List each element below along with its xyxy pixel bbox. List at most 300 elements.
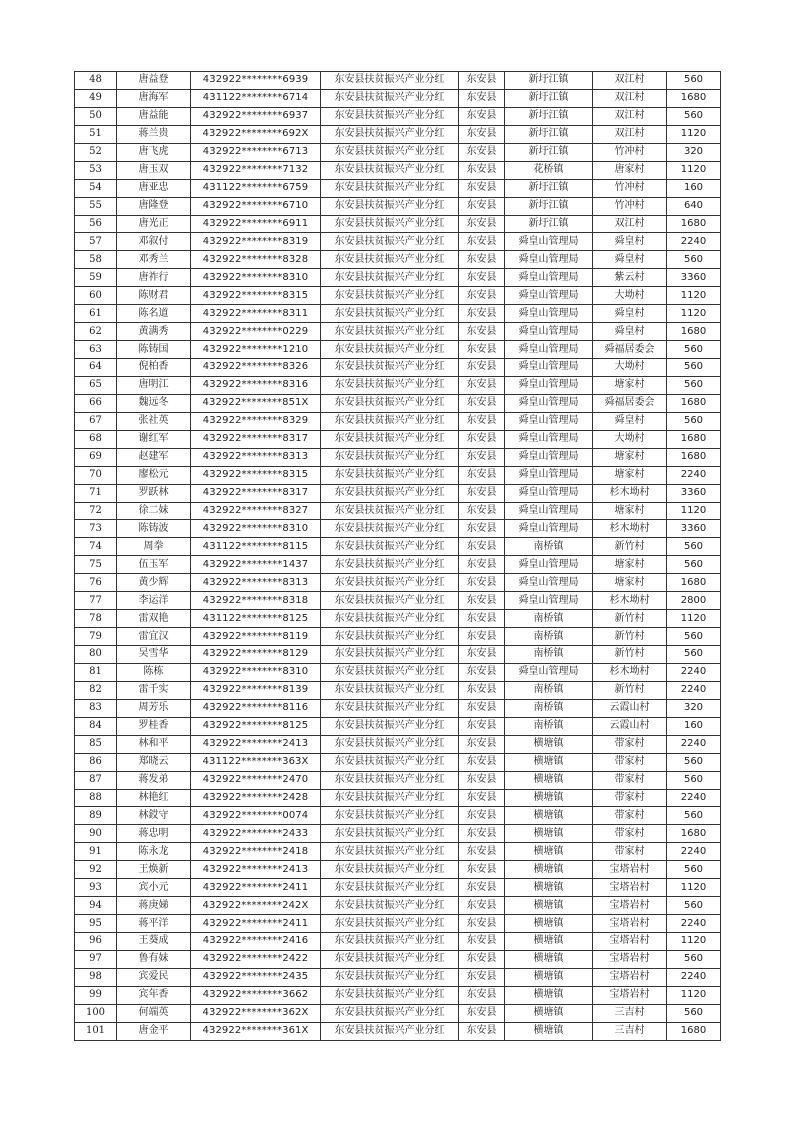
id-number: 432922********8315 — [191, 466, 321, 484]
dividend-amount: 560 — [667, 107, 721, 125]
table-row — [75, 430, 721, 448]
table-row — [75, 681, 721, 699]
table-row — [75, 807, 721, 825]
dividend-amount: 1680 — [667, 448, 721, 466]
beneficiary-name: 罗跃林 — [117, 484, 191, 502]
dividend-amount: 560 — [667, 556, 721, 574]
row-number: 89 — [75, 807, 117, 825]
table-row — [75, 484, 721, 502]
row-number: 98 — [75, 968, 117, 986]
row-number: 65 — [75, 376, 117, 394]
row-number: 79 — [75, 628, 117, 646]
county-name: 东安县 — [459, 825, 505, 843]
row-number: 82 — [75, 681, 117, 699]
dividend-amount: 1120 — [667, 933, 721, 951]
village-name: 舜皇村 — [593, 323, 667, 341]
county-name: 东安县 — [459, 1004, 505, 1022]
county-name: 东安县 — [459, 753, 505, 771]
table-row — [75, 915, 721, 933]
dividend-amount: 1680 — [667, 215, 721, 233]
town-name: 舜皇山管理局 — [505, 412, 593, 430]
project-name: 东安县扶贫振兴产业分红 — [321, 663, 459, 681]
table-row — [75, 628, 721, 646]
beneficiary-name: 唐祚行 — [117, 269, 191, 287]
village-name: 大坳村 — [593, 430, 667, 448]
table-row — [75, 968, 721, 986]
village-name: 塘家村 — [593, 556, 667, 574]
town-name: 舜皇山管理局 — [505, 305, 593, 323]
village-name: 云霞山村 — [593, 699, 667, 717]
project-name: 东安县扶贫振兴产业分红 — [321, 1022, 459, 1040]
dividend-amount: 640 — [667, 197, 721, 215]
table-row — [75, 341, 721, 359]
dividend-amount: 1680 — [667, 89, 721, 107]
beneficiary-name: 唐益登 — [117, 72, 191, 90]
project-name: 东安县扶贫振兴产业分红 — [321, 215, 459, 233]
beneficiary-name: 蒋平洋 — [117, 915, 191, 933]
id-number: 432922********362X — [191, 1004, 321, 1022]
town-name: 横塘镇 — [505, 950, 593, 968]
row-number: 52 — [75, 143, 117, 161]
table-row — [75, 538, 721, 556]
village-name: 舜皇村 — [593, 233, 667, 251]
beneficiary-name: 宾年香 — [117, 986, 191, 1004]
id-number: 432922********8317 — [191, 484, 321, 502]
table-row — [75, 502, 721, 520]
county-name: 东安县 — [459, 305, 505, 323]
project-name: 东安县扶贫振兴产业分红 — [321, 933, 459, 951]
beneficiary-name: 黄少辉 — [117, 574, 191, 592]
village-name: 大坳村 — [593, 359, 667, 377]
beneficiary-name: 周芳乐 — [117, 699, 191, 717]
village-name: 新竹村 — [593, 681, 667, 699]
beneficiary-name: 宾爱民 — [117, 968, 191, 986]
project-name: 东安县扶贫振兴产业分红 — [321, 197, 459, 215]
village-name: 云霞山村 — [593, 717, 667, 735]
town-name: 花桥镇 — [505, 161, 593, 179]
project-name: 东安县扶贫振兴产业分红 — [321, 771, 459, 789]
id-number: 432922********6939 — [191, 72, 321, 90]
project-name: 东安县扶贫振兴产业分红 — [321, 376, 459, 394]
county-name: 东安县 — [459, 323, 505, 341]
row-number: 76 — [75, 574, 117, 592]
town-name: 横塘镇 — [505, 879, 593, 897]
table-row — [75, 215, 721, 233]
dividend-amount: 560 — [667, 538, 721, 556]
village-name: 杉木坳村 — [593, 592, 667, 610]
dividend-amount: 1680 — [667, 323, 721, 341]
town-name: 新圩江镇 — [505, 179, 593, 197]
village-name: 带家村 — [593, 807, 667, 825]
town-name: 横塘镇 — [505, 968, 593, 986]
id-number: 432922********2433 — [191, 825, 321, 843]
row-number: 55 — [75, 197, 117, 215]
row-number: 58 — [75, 251, 117, 269]
county-name: 东安县 — [459, 89, 505, 107]
row-number: 94 — [75, 897, 117, 915]
row-number: 99 — [75, 986, 117, 1004]
county-name: 东安县 — [459, 143, 505, 161]
id-number: 432922********0229 — [191, 323, 321, 341]
village-name: 塘家村 — [593, 466, 667, 484]
village-name: 宝塔岩村 — [593, 950, 667, 968]
table-row — [75, 1004, 721, 1022]
id-number: 432922********8139 — [191, 681, 321, 699]
county-name: 东安县 — [459, 412, 505, 430]
project-name: 东安县扶贫振兴产业分红 — [321, 323, 459, 341]
town-name: 南桥镇 — [505, 681, 593, 699]
village-name: 带家村 — [593, 771, 667, 789]
dividend-amount: 1120 — [667, 287, 721, 305]
table-row — [75, 520, 721, 538]
county-name: 东安县 — [459, 376, 505, 394]
table-row — [75, 107, 721, 125]
town-name: 舜皇山管理局 — [505, 251, 593, 269]
beneficiary-name: 谢红军 — [117, 430, 191, 448]
table-row — [75, 305, 721, 323]
project-name: 东安县扶贫振兴产业分红 — [321, 72, 459, 90]
county-name: 东安县 — [459, 861, 505, 879]
id-number: 432922********6710 — [191, 197, 321, 215]
row-number: 77 — [75, 592, 117, 610]
village-name: 舜福居委会 — [593, 341, 667, 359]
beneficiary-name: 李运洋 — [117, 592, 191, 610]
beneficiary-name: 何端英 — [117, 1004, 191, 1022]
town-name: 新圩江镇 — [505, 125, 593, 143]
beneficiary-name: 倪柏香 — [117, 359, 191, 377]
town-name: 舜皇山管理局 — [505, 663, 593, 681]
dividend-amount: 1680 — [667, 825, 721, 843]
dividend-amount: 560 — [667, 341, 721, 359]
row-number: 51 — [75, 125, 117, 143]
village-name: 塘家村 — [593, 448, 667, 466]
village-name: 宝塔岩村 — [593, 861, 667, 879]
row-number: 75 — [75, 556, 117, 574]
county-name: 东安县 — [459, 448, 505, 466]
county-name: 东安县 — [459, 161, 505, 179]
row-number: 59 — [75, 269, 117, 287]
dividend-amount: 2240 — [667, 735, 721, 753]
table-row — [75, 125, 721, 143]
beneficiary-name: 陈栋 — [117, 663, 191, 681]
table-row — [75, 861, 721, 879]
town-name: 舜皇山管理局 — [505, 341, 593, 359]
id-number: 432922********6937 — [191, 107, 321, 125]
project-name: 东安县扶贫振兴产业分红 — [321, 1004, 459, 1022]
project-name: 东安县扶贫振兴产业分红 — [321, 484, 459, 502]
county-name: 东安县 — [459, 933, 505, 951]
town-name: 舜皇山管理局 — [505, 269, 593, 287]
town-name: 南桥镇 — [505, 628, 593, 646]
id-number: 432922********2411 — [191, 915, 321, 933]
village-name: 双江村 — [593, 125, 667, 143]
dividend-amount: 1120 — [667, 879, 721, 897]
project-name: 东安县扶贫振兴产业分红 — [321, 394, 459, 412]
id-number: 431122********6759 — [191, 179, 321, 197]
row-number: 93 — [75, 879, 117, 897]
village-name: 新竹村 — [593, 610, 667, 628]
county-name: 东安县 — [459, 538, 505, 556]
dividend-amount: 1120 — [667, 986, 721, 1004]
table-row — [75, 735, 721, 753]
beneficiary-name: 黄满秀 — [117, 323, 191, 341]
id-number: 432922********8319 — [191, 233, 321, 251]
county-name: 东安县 — [459, 287, 505, 305]
town-name: 横塘镇 — [505, 1004, 593, 1022]
project-name: 东安县扶贫振兴产业分红 — [321, 681, 459, 699]
id-number: 432922********8119 — [191, 628, 321, 646]
county-name: 东安县 — [459, 628, 505, 646]
county-name: 东安县 — [459, 574, 505, 592]
id-number: 432922********8310 — [191, 269, 321, 287]
county-name: 东安县 — [459, 646, 505, 664]
town-name: 舜皇山管理局 — [505, 359, 593, 377]
county-name: 东安县 — [459, 879, 505, 897]
dividend-amount: 560 — [667, 359, 721, 377]
town-name: 横塘镇 — [505, 771, 593, 789]
row-number: 70 — [75, 466, 117, 484]
row-number: 50 — [75, 107, 117, 125]
row-number: 57 — [75, 233, 117, 251]
table-row — [75, 448, 721, 466]
county-name: 东安县 — [459, 1022, 505, 1040]
row-number: 101 — [75, 1022, 117, 1040]
table-row — [75, 843, 721, 861]
dividend-amount: 2240 — [667, 681, 721, 699]
project-name: 东安县扶贫振兴产业分红 — [321, 251, 459, 269]
town-name: 舜皇山管理局 — [505, 233, 593, 251]
beneficiary-name: 郑晓云 — [117, 753, 191, 771]
table-row — [75, 663, 721, 681]
village-name: 宝塔岩村 — [593, 933, 667, 951]
project-name: 东安县扶贫振兴产业分红 — [321, 610, 459, 628]
project-name: 东安县扶贫振兴产业分红 — [321, 359, 459, 377]
id-number: 432922********6911 — [191, 215, 321, 233]
table-row — [75, 789, 721, 807]
town-name: 新圩江镇 — [505, 89, 593, 107]
dividend-amount: 560 — [667, 771, 721, 789]
table-row — [75, 394, 721, 412]
town-name: 新圩江镇 — [505, 143, 593, 161]
beneficiary-name: 王葵成 — [117, 933, 191, 951]
project-name: 东安县扶贫振兴产业分红 — [321, 125, 459, 143]
village-name: 竹冲村 — [593, 143, 667, 161]
beneficiary-name: 廖松元 — [117, 466, 191, 484]
town-name: 横塘镇 — [505, 1022, 593, 1040]
table-body — [75, 72, 721, 1041]
town-name: 横塘镇 — [505, 843, 593, 861]
row-number: 92 — [75, 861, 117, 879]
village-name: 带家村 — [593, 753, 667, 771]
table-row — [75, 161, 721, 179]
beneficiary-name: 伍玉军 — [117, 556, 191, 574]
beneficiary-name: 唐隆登 — [117, 197, 191, 215]
project-name: 东安县扶贫振兴产业分红 — [321, 269, 459, 287]
county-name: 东安县 — [459, 663, 505, 681]
beneficiary-name: 周拳 — [117, 538, 191, 556]
county-name: 东安县 — [459, 681, 505, 699]
id-number: 432922********8316 — [191, 376, 321, 394]
row-number: 48 — [75, 72, 117, 90]
row-number: 84 — [75, 717, 117, 735]
beneficiary-name: 雷宜汉 — [117, 628, 191, 646]
village-name: 新竹村 — [593, 538, 667, 556]
row-number: 86 — [75, 753, 117, 771]
id-number: 432922********8125 — [191, 717, 321, 735]
town-name: 南桥镇 — [505, 646, 593, 664]
id-number: 432922********8327 — [191, 502, 321, 520]
project-name: 东安县扶贫振兴产业分红 — [321, 915, 459, 933]
project-name: 东安县扶贫振兴产业分红 — [321, 89, 459, 107]
dividend-amount: 3360 — [667, 484, 721, 502]
project-name: 东安县扶贫振兴产业分红 — [321, 807, 459, 825]
dividend-amount: 1120 — [667, 502, 721, 520]
beneficiary-name: 蒋发弟 — [117, 771, 191, 789]
project-name: 东安县扶贫振兴产业分红 — [321, 789, 459, 807]
village-name: 宝塔岩村 — [593, 968, 667, 986]
town-name: 舜皇山管理局 — [505, 376, 593, 394]
beneficiary-name: 宾小元 — [117, 879, 191, 897]
project-name: 东安县扶贫振兴产业分红 — [321, 646, 459, 664]
row-number: 61 — [75, 305, 117, 323]
dividend-amount: 1120 — [667, 161, 721, 179]
county-name: 东安县 — [459, 251, 505, 269]
id-number: 432922********2470 — [191, 771, 321, 789]
table-row — [75, 717, 721, 735]
dividend-amount: 1680 — [667, 574, 721, 592]
county-name: 东安县 — [459, 215, 505, 233]
county-name: 东安县 — [459, 125, 505, 143]
dividend-amount: 3360 — [667, 269, 721, 287]
beneficiary-name: 陈财君 — [117, 287, 191, 305]
village-name: 双江村 — [593, 107, 667, 125]
beneficiary-name: 唐益能 — [117, 107, 191, 125]
id-number: 432922********2435 — [191, 968, 321, 986]
village-name: 双江村 — [593, 72, 667, 90]
project-name: 东安县扶贫振兴产业分红 — [321, 628, 459, 646]
village-name: 宝塔岩村 — [593, 879, 667, 897]
project-name: 东安县扶贫振兴产业分红 — [321, 861, 459, 879]
town-name: 横塘镇 — [505, 825, 593, 843]
table-row — [75, 879, 721, 897]
town-name: 横塘镇 — [505, 915, 593, 933]
id-number: 432922********8317 — [191, 430, 321, 448]
village-name: 宝塔岩村 — [593, 915, 667, 933]
town-name: 舜皇山管理局 — [505, 484, 593, 502]
county-name: 东安县 — [459, 699, 505, 717]
project-name: 东安县扶贫振兴产业分红 — [321, 699, 459, 717]
row-number: 83 — [75, 699, 117, 717]
project-name: 东安县扶贫振兴产业分红 — [321, 412, 459, 430]
dividend-amount: 2240 — [667, 968, 721, 986]
county-name: 东安县 — [459, 807, 505, 825]
beneficiary-name: 雷千实 — [117, 681, 191, 699]
town-name: 南桥镇 — [505, 610, 593, 628]
beneficiary-name: 王焕新 — [117, 861, 191, 879]
id-number: 432922********8313 — [191, 574, 321, 592]
id-number: 432922********361X — [191, 1022, 321, 1040]
table-row — [75, 574, 721, 592]
id-number: 432922********8326 — [191, 359, 321, 377]
table-row — [75, 466, 721, 484]
row-number: 85 — [75, 735, 117, 753]
beneficiary-name: 唐明江 — [117, 376, 191, 394]
town-name: 横塘镇 — [505, 861, 593, 879]
county-name: 东安县 — [459, 915, 505, 933]
dividend-amount: 160 — [667, 717, 721, 735]
village-name: 带家村 — [593, 843, 667, 861]
beneficiary-name: 陈铸波 — [117, 520, 191, 538]
project-name: 东安县扶贫振兴产业分红 — [321, 574, 459, 592]
village-name: 塘家村 — [593, 502, 667, 520]
project-name: 东安县扶贫振兴产业分红 — [321, 879, 459, 897]
county-name: 东安县 — [459, 484, 505, 502]
row-number: 60 — [75, 287, 117, 305]
table-row — [75, 251, 721, 269]
id-number: 432922********2422 — [191, 950, 321, 968]
town-name: 横塘镇 — [505, 807, 593, 825]
county-name: 东安县 — [459, 269, 505, 287]
table-row — [75, 646, 721, 664]
project-name: 东安县扶贫振兴产业分红 — [321, 448, 459, 466]
beneficiary-name: 吴雪华 — [117, 646, 191, 664]
id-number: 432922********6713 — [191, 143, 321, 161]
village-name: 塘家村 — [593, 574, 667, 592]
county-name: 东安县 — [459, 610, 505, 628]
town-name: 舜皇山管理局 — [505, 502, 593, 520]
village-name: 唐家村 — [593, 161, 667, 179]
table-row — [75, 89, 721, 107]
village-name: 三吉村 — [593, 1022, 667, 1040]
row-number: 68 — [75, 430, 117, 448]
table-row — [75, 412, 721, 430]
village-name: 大坳村 — [593, 287, 667, 305]
table-row — [75, 825, 721, 843]
id-number: 432922********2413 — [191, 735, 321, 753]
dividend-amount: 1120 — [667, 125, 721, 143]
beneficiary-name: 林艳红 — [117, 789, 191, 807]
project-name: 东安县扶贫振兴产业分红 — [321, 538, 459, 556]
dividend-amount: 1120 — [667, 305, 721, 323]
town-name: 南桥镇 — [505, 717, 593, 735]
county-name: 东安县 — [459, 592, 505, 610]
id-number: 432922********242X — [191, 897, 321, 915]
county-name: 东安县 — [459, 107, 505, 125]
county-name: 东安县 — [459, 520, 505, 538]
village-name: 带家村 — [593, 735, 667, 753]
county-name: 东安县 — [459, 843, 505, 861]
id-number: 432922********3662 — [191, 986, 321, 1004]
village-name: 双江村 — [593, 215, 667, 233]
project-name: 东安县扶贫振兴产业分红 — [321, 968, 459, 986]
village-name: 舜福居委会 — [593, 394, 667, 412]
id-number: 432922********8315 — [191, 287, 321, 305]
town-name: 新圩江镇 — [505, 107, 593, 125]
row-number: 71 — [75, 484, 117, 502]
id-number: 432922********8328 — [191, 251, 321, 269]
row-number: 62 — [75, 323, 117, 341]
id-number: 432922********8313 — [191, 448, 321, 466]
beneficiary-name: 徐二妹 — [117, 502, 191, 520]
id-number: 432922********2418 — [191, 843, 321, 861]
town-name: 舜皇山管理局 — [505, 574, 593, 592]
id-number: 432922********8318 — [191, 592, 321, 610]
town-name: 舜皇山管理局 — [505, 556, 593, 574]
id-number: 432922********2416 — [191, 933, 321, 951]
id-number: 432922********851X — [191, 394, 321, 412]
town-name: 新圩江镇 — [505, 197, 593, 215]
project-name: 东安县扶贫振兴产业分红 — [321, 179, 459, 197]
